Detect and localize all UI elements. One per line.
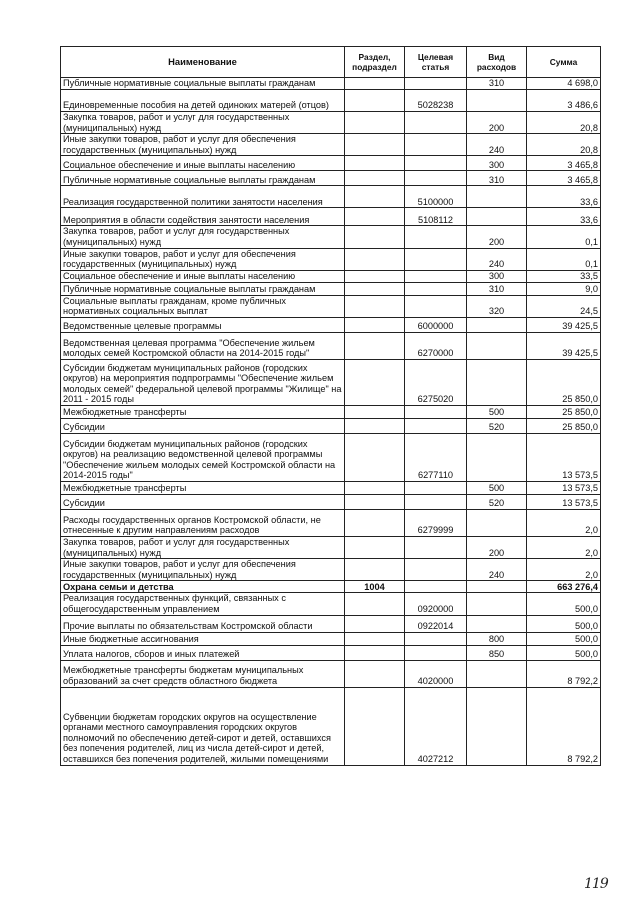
row-kind-cell: 200 — [467, 112, 527, 134]
page-number-handwritten: 119 — [584, 876, 608, 892]
row-name-cell: Охрана семьи и детства — [61, 581, 345, 593]
row-sum-cell: 2,0 — [527, 559, 601, 581]
table-row — [61, 134, 601, 156]
row-section-cell — [345, 295, 405, 317]
row-kind-cell — [467, 660, 527, 687]
row-name-cell: Межбюджетные трансферты бюджетам муниципальных образований за счет средств областного бюджета — [61, 660, 345, 687]
row-target-cell — [405, 494, 467, 509]
row-sum-cell: 8 792,2 — [527, 660, 601, 687]
row-target-cell: 5108112 — [405, 208, 467, 226]
row-name-cell: Ведомственные целевые программы — [61, 317, 345, 332]
table-row — [61, 270, 601, 282]
row-kind-cell — [467, 615, 527, 632]
row-name-cell: Иные закупки товаров, работ и услуг для обеспечения государственных (муниципальных) нужд — [61, 134, 345, 156]
header-kind: Вид расходов — [467, 47, 527, 78]
row-kind-cell: 310 — [467, 78, 527, 90]
row-section-cell — [345, 134, 405, 156]
row-target-cell — [405, 536, 467, 558]
row-name-cell: Социальное обеспечение и иные выплаты населению — [61, 156, 345, 171]
row-name-cell: Иные закупки товаров, работ и услуг для обеспечения государственных (муниципальных) нужд — [61, 248, 345, 270]
row-sum-cell: 500,0 — [527, 645, 601, 660]
table-row — [61, 687, 601, 765]
table-row — [61, 90, 601, 112]
row-name-cell: Субсидии бюджетам муниципальных районов (городских округов) на реализацию ведомственной целевой программы "Обеспечение жильем молодых семей Костромской области на 2014-2015 годы" — [61, 433, 345, 481]
table-row — [61, 248, 601, 270]
row-target-cell: 0920000 — [405, 593, 467, 615]
row-target-cell — [405, 418, 467, 433]
row-section-cell — [345, 270, 405, 282]
table-row — [61, 405, 601, 418]
table-row — [61, 581, 601, 593]
row-name-cell: Субсидии — [61, 494, 345, 509]
row-kind-cell: 310 — [467, 171, 527, 186]
row-kind-cell: 850 — [467, 645, 527, 660]
row-target-cell: 6270000 — [405, 332, 467, 359]
row-sum-cell: 3 486,6 — [527, 90, 601, 112]
row-name-cell: Расходы государственных органов Костромской области, не отнесенные к другим направлениям расходов — [61, 509, 345, 536]
table-row — [61, 494, 601, 509]
row-kind-cell: 240 — [467, 248, 527, 270]
row-kind-cell: 300 — [467, 270, 527, 282]
row-sum-cell: 33,6 — [527, 208, 601, 226]
row-kind-cell: 520 — [467, 418, 527, 433]
row-section-cell: 1004 — [345, 581, 405, 593]
row-name-cell: Публичные нормативные социальные выплаты гражданам — [61, 282, 345, 295]
row-sum-cell: 13 573,5 — [527, 433, 601, 481]
row-kind-cell: 500 — [467, 405, 527, 418]
row-section-cell — [345, 282, 405, 295]
table-row — [61, 536, 601, 558]
row-target-cell — [405, 481, 467, 494]
row-target-cell — [405, 112, 467, 134]
row-kind-cell — [467, 186, 527, 208]
table-row — [61, 186, 601, 208]
table-row — [61, 112, 601, 134]
row-target-cell: 4027212 — [405, 687, 467, 765]
row-section-cell — [345, 359, 405, 405]
row-sum-cell: 13 573,5 — [527, 481, 601, 494]
row-sum-cell: 0,1 — [527, 248, 601, 270]
row-sum-cell: 500,0 — [527, 615, 601, 632]
row-target-cell — [405, 226, 467, 248]
row-name-cell: Публичные нормативные социальные выплаты гражданам — [61, 171, 345, 186]
row-sum-cell: 500,0 — [527, 632, 601, 645]
row-section-cell — [345, 418, 405, 433]
row-target-cell — [405, 171, 467, 186]
row-target-cell — [405, 405, 467, 418]
row-sum-cell: 33,6 — [527, 186, 601, 208]
row-sum-cell: 2,0 — [527, 509, 601, 536]
row-kind-cell: 240 — [467, 134, 527, 156]
row-sum-cell: 25 850,0 — [527, 359, 601, 405]
table-row — [61, 509, 601, 536]
row-sum-cell: 13 573,5 — [527, 494, 601, 509]
row-kind-cell — [467, 359, 527, 405]
row-section-cell — [345, 645, 405, 660]
row-name-cell: Публичные нормативные социальные выплаты гражданам — [61, 78, 345, 90]
row-sum-cell: 663 276,4 — [527, 581, 601, 593]
row-name-cell: Закупка товаров, работ и услуг для государственных (муниципальных) нужд — [61, 536, 345, 558]
row-kind-cell: 310 — [467, 282, 527, 295]
row-sum-cell: 39 425,5 — [527, 332, 601, 359]
row-sum-cell: 39 425,5 — [527, 317, 601, 332]
table-row — [61, 645, 601, 660]
row-name-cell: Субвенции бюджетам городских округов на осуществление органами местного самоуправления городских округов полномочий по обеспечению детей-сирот и детей, оставшихся без попечения родителей, лиц из числа детей-сирот и детей, оставшихся без попечения родителей, жилыми помещениями — [61, 687, 345, 765]
budget-table-sheet — [60, 46, 600, 766]
row-section-cell — [345, 660, 405, 687]
row-sum-cell: 33,5 — [527, 270, 601, 282]
row-section-cell — [345, 559, 405, 581]
row-sum-cell: 25 850,0 — [527, 418, 601, 433]
row-kind-cell: 500 — [467, 481, 527, 494]
row-target-cell — [405, 559, 467, 581]
row-section-cell — [345, 248, 405, 270]
row-kind-cell — [467, 687, 527, 765]
row-section-cell — [345, 90, 405, 112]
row-target-cell — [405, 156, 467, 171]
row-sum-cell: 500,0 — [527, 593, 601, 615]
row-kind-cell — [467, 593, 527, 615]
row-section-cell — [345, 494, 405, 509]
row-sum-cell: 24,5 — [527, 295, 601, 317]
row-section-cell — [345, 405, 405, 418]
row-target-cell — [405, 645, 467, 660]
table-row — [61, 433, 601, 481]
table-row — [61, 78, 601, 90]
row-target-cell — [405, 295, 467, 317]
row-kind-cell: 240 — [467, 559, 527, 581]
row-name-cell: Субсидии бюджетам муниципальных районов (городских округов) на мероприятия подпрограммы "Обеспечение жильем молодых семей" федеральной целевой программы "Жилище" на 2011 - 2015 годы — [61, 359, 345, 405]
row-section-cell — [345, 481, 405, 494]
table-header-row — [61, 47, 601, 78]
row-kind-cell — [467, 509, 527, 536]
row-kind-cell — [467, 90, 527, 112]
row-name-cell: Мероприятия в области содействия занятости населения — [61, 208, 345, 226]
row-section-cell — [345, 509, 405, 536]
header-target: Целевая статья — [405, 47, 467, 78]
row-target-cell — [405, 78, 467, 90]
row-target-cell: 6275020 — [405, 359, 467, 405]
table-row — [61, 332, 601, 359]
row-name-cell: Единовременные пособия на детей одиноких матерей (отцов) — [61, 90, 345, 112]
row-kind-cell: 800 — [467, 632, 527, 645]
row-section-cell — [345, 78, 405, 90]
row-name-cell: Иные бюджетные ассигнования — [61, 632, 345, 645]
row-section-cell — [345, 317, 405, 332]
row-target-cell — [405, 282, 467, 295]
row-target-cell: 6000000 — [405, 317, 467, 332]
table-row — [61, 171, 601, 186]
row-sum-cell: 8 792,2 — [527, 687, 601, 765]
row-name-cell: Уплата налогов, сборов и иных платежей — [61, 645, 345, 660]
row-target-cell: 0922014 — [405, 615, 467, 632]
budget-table — [60, 46, 601, 766]
row-name-cell: Иные закупки товаров, работ и услуг для обеспечения государственных (муниципальных) нужд — [61, 559, 345, 581]
table-row — [61, 295, 601, 317]
row-sum-cell: 9,0 — [527, 282, 601, 295]
row-target-cell — [405, 632, 467, 645]
row-name-cell: Закупка товаров, работ и услуг для государственных (муниципальных) нужд — [61, 226, 345, 248]
row-kind-cell: 520 — [467, 494, 527, 509]
table-body — [61, 78, 601, 766]
row-sum-cell: 0,1 — [527, 226, 601, 248]
row-name-cell: Реализация государственных функций, связанных с общегосударственным управлением — [61, 593, 345, 615]
row-kind-cell — [467, 581, 527, 593]
row-section-cell — [345, 536, 405, 558]
row-section-cell — [345, 156, 405, 171]
row-name-cell: Закупка товаров, работ и услуг для государственных (муниципальных) нужд — [61, 112, 345, 134]
table-row — [61, 481, 601, 494]
row-name-cell: Субсидии — [61, 418, 345, 433]
row-target-cell — [405, 248, 467, 270]
table-row — [61, 593, 601, 615]
row-target-cell: 5028238 — [405, 90, 467, 112]
row-kind-cell: 200 — [467, 226, 527, 248]
row-sum-cell: 20,8 — [527, 112, 601, 134]
row-sum-cell: 20,8 — [527, 134, 601, 156]
row-name-cell: Ведомственная целевая программа "Обеспечение жильем молодых семей Костромской области на 2014-2015 годы" — [61, 332, 345, 359]
row-name-cell: Социальное обеспечение и иные выплаты населению — [61, 270, 345, 282]
row-section-cell — [345, 208, 405, 226]
table-row — [61, 615, 601, 632]
row-name-cell: Прочие выплаты по обязательствам Костромской области — [61, 615, 345, 632]
table-row — [61, 226, 601, 248]
row-target-cell — [405, 581, 467, 593]
row-target-cell: 5100000 — [405, 186, 467, 208]
row-kind-cell: 300 — [467, 156, 527, 171]
row-target-cell: 6277110 — [405, 433, 467, 481]
row-section-cell — [345, 112, 405, 134]
row-section-cell — [345, 687, 405, 765]
header-sum: Сумма — [527, 47, 601, 78]
row-target-cell: 4020000 — [405, 660, 467, 687]
row-sum-cell: 3 465,8 — [527, 171, 601, 186]
row-kind-cell — [467, 317, 527, 332]
table-row — [61, 282, 601, 295]
row-section-cell — [345, 615, 405, 632]
row-name-cell: Межбюджетные трансферты — [61, 405, 345, 418]
table-row — [61, 559, 601, 581]
row-kind-cell: 200 — [467, 536, 527, 558]
row-name-cell: Социальные выплаты гражданам, кроме публичных нормативных социальных выплат — [61, 295, 345, 317]
table-row — [61, 208, 601, 226]
row-target-cell — [405, 134, 467, 156]
row-sum-cell: 4 698,0 — [527, 78, 601, 90]
table-row — [61, 317, 601, 332]
row-name-cell: Межбюджетные трансферты — [61, 481, 345, 494]
row-kind-cell — [467, 332, 527, 359]
row-section-cell — [345, 433, 405, 481]
row-kind-cell — [467, 433, 527, 481]
row-sum-cell: 2,0 — [527, 536, 601, 558]
header-name: Наименование — [61, 47, 345, 78]
row-kind-cell — [467, 208, 527, 226]
table-row — [61, 660, 601, 687]
row-kind-cell: 320 — [467, 295, 527, 317]
row-target-cell: 6279999 — [405, 509, 467, 536]
row-section-cell — [345, 632, 405, 645]
table-row — [61, 418, 601, 433]
table-row — [61, 359, 601, 405]
row-sum-cell: 25 850,0 — [527, 405, 601, 418]
row-target-cell — [405, 270, 467, 282]
row-section-cell — [345, 226, 405, 248]
row-name-cell: Реализация государственной политики занятости населения — [61, 186, 345, 208]
table-row — [61, 156, 601, 171]
row-section-cell — [345, 171, 405, 186]
row-section-cell — [345, 332, 405, 359]
header-section: Раздел, подраздел — [345, 47, 405, 78]
row-section-cell — [345, 186, 405, 208]
row-section-cell — [345, 593, 405, 615]
row-sum-cell: 3 465,8 — [527, 156, 601, 171]
table-row — [61, 632, 601, 645]
